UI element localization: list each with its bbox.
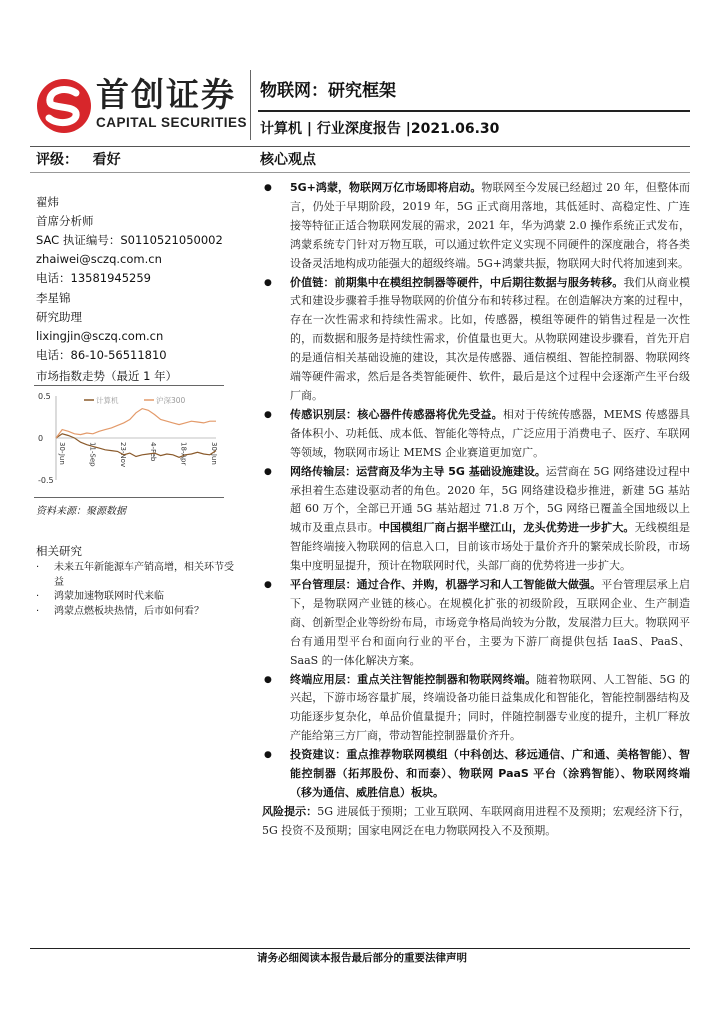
analyst-role: 首席分析师 — [36, 214, 94, 228]
paragraph-terminal-layer — [262, 671, 690, 747]
y-tick-label: -0.5 — [38, 476, 54, 485]
bullet-marker: · — [36, 591, 40, 602]
logo-text-en: CAPITAL SECURITIES — [96, 115, 248, 130]
paragraph-heading: 终端应用层：重点关注智能控制器和物联网终端。 — [290, 672, 537, 686]
paragraph-heading: 网络传输层：运营商及华为主导 5G 基础设施建设。 — [290, 464, 546, 478]
core-views-title: 核心观点 — [260, 152, 316, 168]
x-tick-label: 11-Sep — [88, 442, 97, 467]
paragraph-heading: 传感识别层：核心器件传感器将优先受益。 — [290, 407, 503, 421]
legal-disclaimer-footer[interactable]: 请务必细阅读本报告最后部分的重要法律声明 — [257, 952, 467, 964]
rating-label: 评级： — [36, 152, 78, 168]
risk-heading: 风险提示： — [262, 804, 318, 818]
chart-bottom-rule — [34, 497, 224, 498]
analyst-email[interactable]: zhaiwei@sczq.com.cn — [36, 252, 162, 266]
logo-text-cn: 首创证券 — [96, 75, 236, 114]
report-subtitle: 计算机 | 行业深度报告 |2021.06.30 — [260, 121, 500, 137]
bullet-icon: ● — [264, 409, 272, 420]
related-item[interactable]: · 鸿蒙加速物联网时代来临 — [36, 590, 241, 605]
legend-label: 计算机 — [96, 396, 119, 405]
analyst-sac: SAC 执证编号：S0110521050002 — [36, 233, 223, 247]
risk-body: 5G 进展低于预期；工业互联网、车联网商用进程不及预期；宏观经济下行，5G 投资不及预期；国家电网泛在电力物联网投入不及预期。 — [262, 804, 691, 837]
chart-source: 资料来源：聚源数据 — [36, 506, 126, 517]
bullet-icon: ● — [264, 466, 272, 477]
title-rule — [258, 110, 690, 112]
y-tick-label: 0 — [38, 434, 44, 443]
bullet-icon: ● — [264, 183, 272, 193]
paragraph-tail: 无线模组是智能终端接入物联网的信息入口，目前该市场处于量价齐升的繁荣成长阶段，市场集中度明显提升，预计在物联网时代，头部厂商的优势将进一步扩大。 — [290, 521, 691, 573]
logo-mark-icon — [36, 78, 92, 134]
rating-value: 看好 — [92, 152, 121, 168]
bullet-icon: ● — [264, 750, 272, 761]
paragraph-sensing-layer — [262, 406, 690, 463]
analyst-name: 翟炜 — [36, 195, 59, 209]
paragraph-body: 平台管理层承上启下，是物联网产业链的核心。在规模化扩张的初级阶段，互联网企业、生产制造商、创新型企业等纷纷布局，市场竞争格局尚较为分散，发展潜力巨大。物联网平台有通用型平台和面向行业的平台，主要为下游厂商提供包括 IaaS、PaaS、SaaS 的一体化解决方案。 — [290, 578, 691, 667]
paragraph-heading: 平台管理层：通过合作、并购，机器学习和人工智能做大做强。 — [290, 578, 602, 592]
paragraph-body: 随着物联网、人工智能、5G 的兴起，下游市场容量扩展，终端设备功能日益集成化和智能化，智能控制器结构及功能逐步复杂化，单品价值量提升；同时，伴随控制器专业度的提升，主机厂释放产能给第三方厂商，带动智能控制器量价齐升。 — [290, 672, 690, 743]
paragraph-platform-layer — [262, 576, 690, 671]
paragraph-heading: 投资建议：重点推荐物联网模组（中科创达、移远通信、广和通、美格智能）、智能控制器（拓邦股份、和而泰）、物联网 PaaS 平台（涂鸦智能）、物联网终端（移为通信、威胜信息）板块。 — [290, 748, 690, 799]
paragraph-subheading: 中国模组厂商占据半壁江山，龙头优势进一步扩大。 — [378, 521, 635, 535]
analyst-name: 李星锦 — [36, 291, 71, 305]
x-tick-label: 4-Feb — [149, 442, 158, 462]
section-rule — [30, 172, 690, 173]
x-tick-label: 23-Nov — [118, 442, 127, 468]
related-research-list — [36, 561, 241, 619]
related-research-title: 相关研究 — [36, 544, 82, 558]
footer-rule — [30, 948, 690, 949]
paragraph-body: 相对于传统传感器，MEMS 传感器具备体积小、功耗低、成本低、智能化等特点，广泛应用于消费电子、医疗、车联网等领域，物联网市场让 MEMS 企业赛道更加宽广。 — [290, 407, 691, 459]
paragraph-body: 物联网至今发展已经超过 20 年，但整体而言，仍处于早期阶段，2019 年，5G 正式商用落地，其低延时、高稳定性、广连接等特征正适合物联网发展的需求，2021 年，华为鸿蒙 2.0 操作系统正式发布，鸿蒙系统专门针对万物互联，可以通过软件定义实现不同硬件的深度融合，将各类设备灵活地构成功能强大的超级终端。5G+鸿蒙共振，物联网大时代将加速到来。 — [290, 181, 690, 270]
paragraph-investment — [262, 746, 690, 803]
related-item[interactable]: · 未来五年新能源车产销高增，相关环节受益 — [36, 562, 234, 588]
legend-label: 沪深300 — [156, 396, 186, 405]
bullet-marker: · — [36, 562, 40, 573]
x-tick-label: 30-Jun — [210, 442, 218, 465]
risk-warning — [262, 803, 690, 841]
x-tick-label: 18-Apr — [179, 442, 188, 466]
related-item[interactable]: · 鸿蒙点燃板块热情，后市如何看？ — [36, 605, 241, 620]
analyst-phone: 电话：13581945259 — [36, 271, 151, 285]
paragraph-body: 运营商在 5G 网络建设过程中承担着生态建设驱动者的角色。2020 年，5G 网络建设稳步推进，新建 5G 基站超 60 万个，全部已开通 5G 基站超过 71.8 万个，5G 网络已覆盖全国地级以上城市及重点县市。 — [290, 464, 690, 535]
paragraph-heading: 价值链：前期集中在模组控制器等硬件，中后期往数据与服务转移。 — [290, 275, 624, 289]
series-line-1 — [56, 409, 216, 438]
header-rule — [30, 146, 690, 147]
paragraph-body: 我们从商业模式和建设步骤着手推导物联网的价值分布和转移过程。在创造解决方案的过程中，存在一次性需求和持续性需求。比如，传感器，模组等硬件的销售过程是一次性的，而数据和服务是持续性需求，价值量也更大。从物联网建设步骤看，首先开启的是通信相关基础设施的建设，其次是传感器、通信模组、智能控制器、物联网终端等硬件需求，然后是各类智能硬件、软件，最后是这个过程中会逐渐产生平台级厂商。 — [290, 275, 691, 402]
rating — [36, 149, 121, 169]
analyst-role: 研究助理 — [36, 310, 82, 324]
analyst-email[interactable]: lixingjin@sczq.com.cn — [36, 329, 164, 343]
company-logo — [36, 76, 246, 134]
analyst-1 — [36, 193, 223, 288]
bullet-icon: ● — [264, 580, 272, 591]
y-tick-label: 0.5 — [38, 392, 51, 401]
analyst-phone: 电话：86-10-56511810 — [36, 348, 167, 362]
paragraph-value-chain — [262, 274, 690, 406]
series-line-0 — [56, 434, 216, 458]
analyst-2 — [36, 289, 167, 365]
paragraph-network-layer — [262, 463, 690, 576]
core-views-content — [262, 179, 690, 841]
chart-top-rule — [34, 385, 224, 386]
chart-title: 市场指数走势（最近 1 年） — [36, 369, 178, 383]
market-index-chart — [34, 388, 224, 496]
x-tick-label: 30-Jun — [58, 442, 66, 465]
header-divider — [250, 70, 251, 140]
bullet-icon: ● — [264, 277, 272, 288]
paragraph-5g-harmony — [262, 179, 690, 274]
report-title: 物联网：研究框架 — [260, 81, 396, 101]
paragraph-heading: 5G+鸿蒙，物联网万亿市场即将启动。 — [290, 181, 482, 194]
bullet-marker: · — [36, 605, 40, 617]
bullet-icon: ● — [264, 674, 272, 685]
